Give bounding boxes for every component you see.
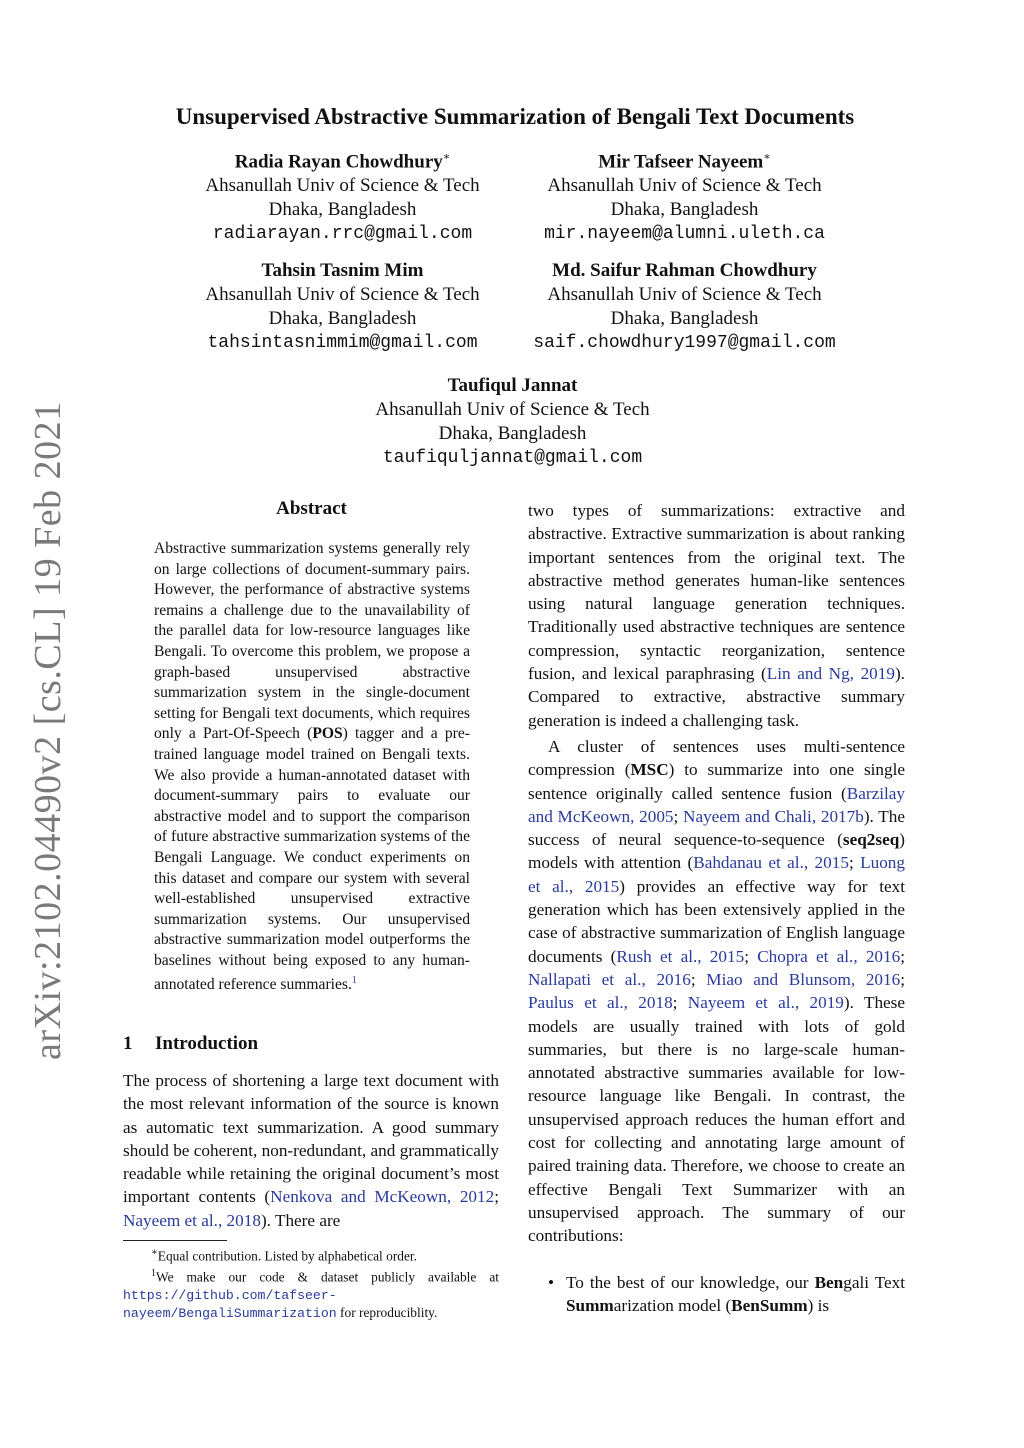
author-name: Mir Tafseer Nayeem — [598, 151, 764, 173]
body-text: ) is — [807, 1296, 830, 1316]
author-block — [320, 374, 705, 470]
author-location: Dhaka, Bangladesh — [268, 308, 417, 329]
author-block — [492, 145, 877, 246]
footnote-mark: ∗ — [151, 1247, 158, 1258]
author-block — [150, 145, 535, 246]
section-title: Introduction — [155, 1033, 259, 1054]
author-location: Dhaka, Bangladesh — [610, 308, 759, 329]
author-name: Md. Saifur Rahman Chowdhury — [552, 260, 817, 281]
author-name: Radia Rayan Chowdhury — [234, 151, 443, 173]
citation-link[interactable]: Nayeem and Chali, 2017b — [683, 806, 864, 826]
citation-separator: ; — [744, 946, 758, 966]
citation-link[interactable]: Chopra et al., 2016 — [757, 946, 901, 966]
citation-link[interactable]: Nenkova and McKeown, 2012 — [270, 1187, 495, 1207]
author-name: Taufiqul Jannat — [447, 375, 578, 396]
abstract-part: Abstractive summarization systems generally rely on large collections of document-summary pairs. However, the performance of abstractive systems remains a challenge due to the unavailability of the parallel data for low-resource languages like Bengali. To overcome this problem, we propose a graph-based unsupervised abstractive summarization system in the single-document setting for Bengali text documents, which requires only a Part-Of-Speech ( — [154, 540, 470, 743]
citation-link[interactable]: Paulus et al., 2018 — [528, 993, 673, 1013]
citation-separator: ; — [900, 969, 905, 989]
footnote-text: for reproduciblity. — [336, 1305, 438, 1321]
paragraph — [528, 499, 905, 732]
bold-fragment: Ben — [814, 1273, 844, 1292]
body-text: gali Text — [843, 1273, 905, 1292]
author-location: Dhaka, Bangladesh — [610, 199, 759, 221]
author-affiliation: Ahsanullah Univ of Science & Tech — [205, 284, 480, 305]
body-text: ) models with attention ( — [528, 830, 905, 873]
citation-separator: ; — [672, 993, 688, 1013]
footnote-2 — [123, 1265, 499, 1323]
introduction-paragraph — [123, 1069, 499, 1232]
author-block — [492, 259, 877, 355]
model-name: BenSumm — [731, 1296, 808, 1316]
bold-fragment: Summ — [566, 1296, 614, 1316]
citation-link[interactable]: Nayeem et al., 2018 — [123, 1210, 261, 1230]
contribution-bullet — [548, 1271, 905, 1318]
paper-title: Unsupervised Abstractive Summarization of Bengali Text Documents — [175, 104, 855, 129]
citation-link[interactable]: Barzilay and McKeown, 2005 — [528, 783, 905, 826]
right-column-text — [528, 499, 905, 1248]
bullet-icon: • — [548, 1273, 555, 1292]
footnote-divider — [123, 1240, 227, 1241]
equal-contribution-mark: ∗ — [763, 151, 771, 163]
author-affiliation: Ahsanullah Univ of Science & Tech — [547, 175, 822, 197]
body-text: arization model ( — [613, 1296, 732, 1316]
citation-link[interactable]: Lin and Ng, 2019 — [766, 664, 895, 684]
pos-term: POS — [312, 725, 343, 743]
citation-link[interactable]: Rush et al., 2015 — [616, 946, 745, 966]
citation-link[interactable]: Bahdanau et al., 2015 — [693, 853, 849, 873]
author-email[interactable]: saif.chowdhury1997@gmail.com — [533, 333, 836, 353]
body-text: ). Compared to extractive, abstractive summary generation is indeed a challenging task. — [528, 664, 905, 730]
author-affiliation: Ahsanullah Univ of Science & Tech — [375, 399, 650, 420]
body-text: ) provides an effective way for text generation which has been extensively applied in the case of abstractive summarization of English language documents ( — [528, 876, 905, 966]
author-email[interactable]: mir.nayeem@alumni.uleth.ca — [544, 224, 825, 245]
body-text: ). The success of neural sequence-to-sequence ( — [528, 806, 905, 850]
abstract-text — [154, 539, 470, 996]
footnote-1 — [123, 1244, 499, 1265]
footnote-text: We make our code & dataset publicly available at — [156, 1269, 499, 1285]
body-text: two types of summarizations: extractive and abstractive. Extractive summarization is about ranking important sentences from the original text. The abstractive method generates human-like sentences using natural language generation techniques. Traditionally used abstractive techniques are sentence compression, syntactic reorganization, sentence fusion, and lexical paraphrasing ( — [528, 501, 905, 684]
citation-link[interactable]: Nallapati et al., 2016 — [528, 969, 691, 989]
abstract-part: ) tagger and a pre-trained language model trained on Bengali texts. We also provide a human-annotated dataset with document-summary pairs to evaluate our abstractive model and to support the comparison of future abstractive summarization systems of the Bengali Language. We conduct experiments on this dataset and compare our system with several well-established unsupervised extractive summarization systems. Our unsupervised abstractive summarization model outperforms the baselines without being exposed to any human-annotated reference summaries. — [154, 725, 470, 994]
footnote-mark: 1 — [151, 1267, 156, 1279]
section-number: 1 — [123, 1033, 133, 1054]
intro-text: ). There are — [260, 1210, 341, 1230]
seq2seq-term: seq2seq — [842, 830, 900, 850]
footnotes — [123, 1244, 499, 1323]
citation-separator: ; — [900, 946, 905, 966]
author-location: Dhaka, Bangladesh — [268, 199, 417, 221]
paragraph — [528, 735, 905, 1248]
arxiv-identifier-stamp: arXiv:2102.04490v2 [cs.CL] 19 Feb 2021 — [27, 401, 69, 1060]
body-text: ). These models are usually trained with lots of gold summaries, but there is no large-scale human-annotated abstractive summaries available for low-resource language like Bengali. In contrast, the unsupervised approach reduces the human effort and cost for collecting and annotating large amount of paired training data. Therefore, we choose to create an effective Bengali Text Summarizer with an unsupervised approach. The summary of our contributions: — [528, 993, 905, 1246]
citation-separator: ; — [848, 853, 861, 873]
section-heading — [123, 1033, 258, 1055]
author-email[interactable]: tahsintasnimmim@gmail.com — [207, 333, 478, 353]
intro-text: The process of shortening a large text document with the most relevant information of the source is known as automatic text summarization. A good summary should be coherent, non-redundant, and grammatically readable while retaining the original document’s most important contents ( — [123, 1071, 499, 1207]
author-email[interactable]: taufiquljannat@gmail.com — [382, 448, 643, 468]
citation-link[interactable]: Luong et al., 2015 — [528, 853, 905, 896]
body-text: A cluster of sentences uses multi-sentence compression ( — [528, 736, 905, 780]
abstract-heading: Abstract — [276, 498, 347, 519]
citation-link[interactable]: Nayeem et al., 2019 — [687, 993, 844, 1013]
author-location: Dhaka, Bangladesh — [438, 423, 587, 444]
msc-term: MSC — [630, 760, 669, 780]
citation-link[interactable]: Miao and Blunsom, 2016 — [706, 969, 901, 989]
citation-separator: ; — [494, 1187, 499, 1207]
author-email[interactable]: radiarayan.rrc@gmail.com — [212, 224, 473, 245]
footnote-text: Equal contribution. Listed by alphabetical order. — [157, 1248, 417, 1264]
footnote-ref[interactable]: 1 — [351, 975, 357, 987]
author-name: Tahsin Tasnim Mim — [261, 260, 424, 281]
body-text: To the best of our knowledge, our — [566, 1273, 815, 1292]
author-block — [150, 259, 535, 355]
equal-contribution-mark: ∗ — [442, 151, 451, 163]
citation-separator: ; — [673, 806, 684, 826]
citation-separator: ; — [690, 969, 707, 989]
bullet-text — [566, 1271, 905, 1318]
repository-link[interactable]: https://github.com/tafseer-nayeem/BengaliSummarization — [123, 1287, 337, 1322]
author-affiliation: Ahsanullah Univ of Science & Tech — [547, 284, 822, 305]
body-text: ) to summarize into one single sentence originally called sentence fusion ( — [528, 760, 905, 803]
author-affiliation: Ahsanullah Univ of Science & Tech — [205, 175, 480, 197]
